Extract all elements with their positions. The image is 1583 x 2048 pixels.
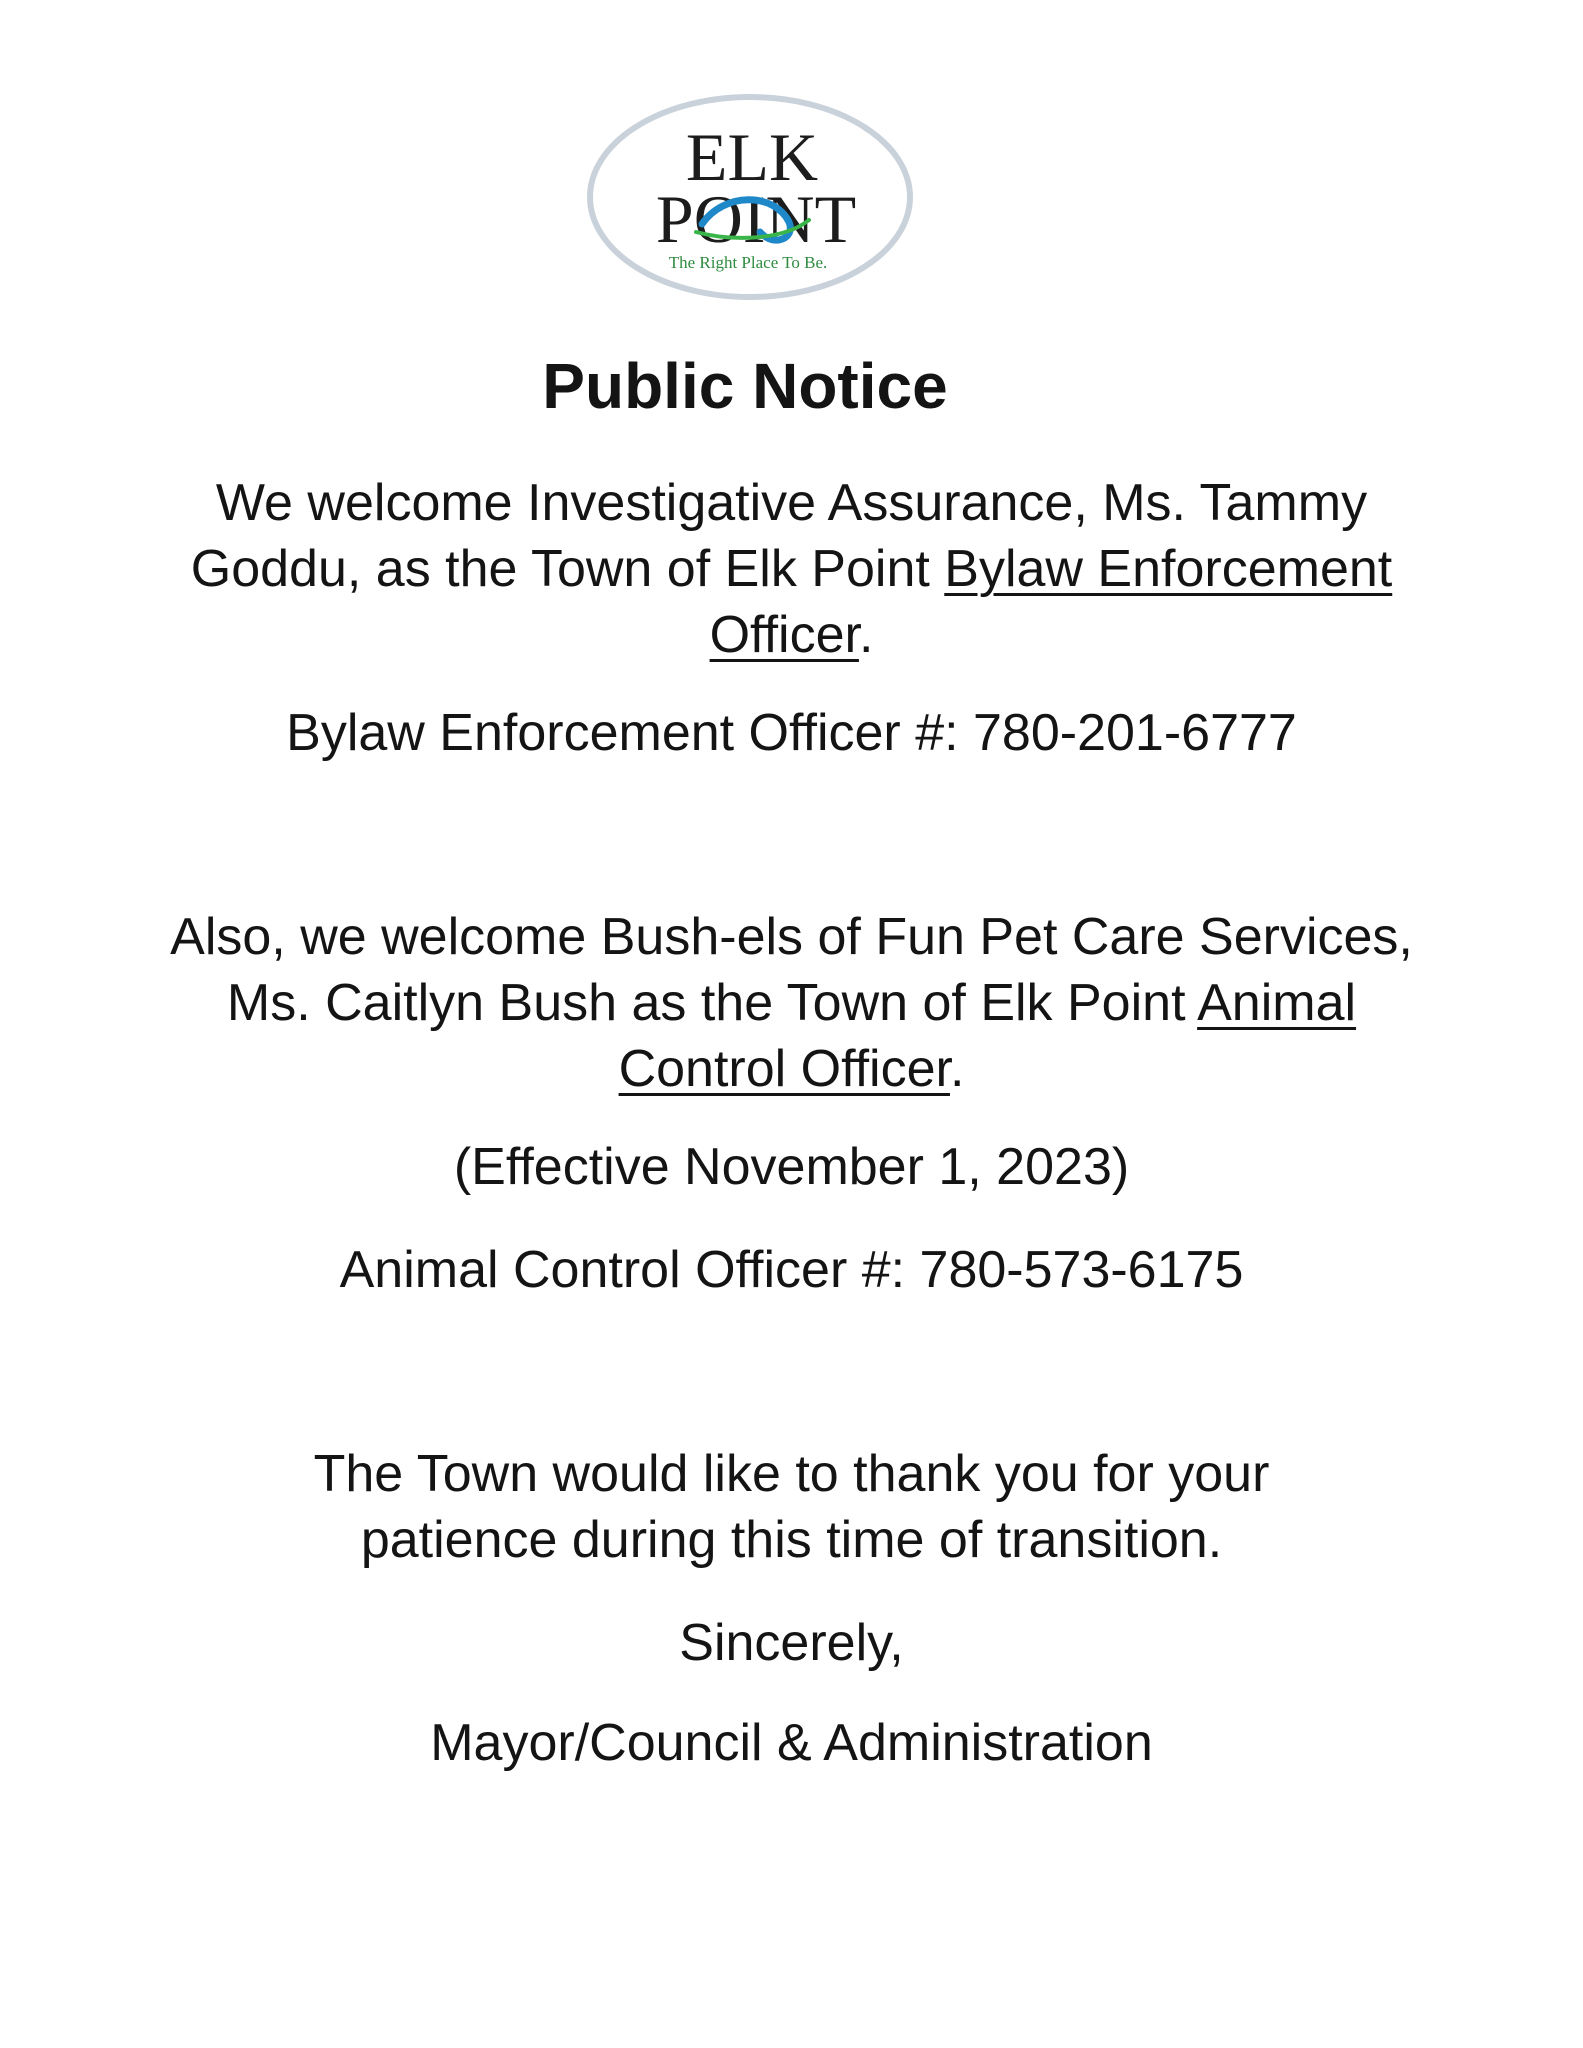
bylaw-phone: Bylaw Enforcement Officer #: 780-201-6777 [286, 704, 1297, 762]
bylaw-announcement [150, 470, 1433, 668]
page-title: Public Notice [542, 350, 948, 422]
thank-you-text: The Town would like to thank you for your patience during this time of transition. [313, 1445, 1270, 1569]
animal-intro: Also, we welcome Bush-els of Fun Pet Care Services, Ms. Caitlyn Bush as the Town of Elk Point [170, 908, 1413, 1032]
logo-line1: ELK [685, 119, 819, 195]
sincerely: Sincerely, [679, 1614, 904, 1672]
logo-line2: POINT [655, 181, 857, 257]
logo-tagline: The Right Place To Be. [668, 253, 828, 272]
animal-announcement [150, 904, 1433, 1102]
animal-officer-title: Animal Control Officer [618, 974, 1357, 1098]
bylaw-intro: We welcome Investigative Assurance, Ms. Tammy Goddu, as the Town of Elk Point [190, 474, 1368, 598]
effective-date: (Effective November 1, 2023) [453, 1138, 1130, 1196]
bylaw-officer-title: Bylaw Enforcement Officer [709, 540, 1393, 664]
animal-phone: Animal Control Officer #: 780-573-6175 [339, 1241, 1244, 1299]
animal-period: . [949, 1040, 965, 1098]
signature: Mayor/Council & Administration [430, 1714, 1153, 1772]
bylaw-period: . [858, 606, 874, 664]
elk-point-logo [584, 92, 916, 302]
